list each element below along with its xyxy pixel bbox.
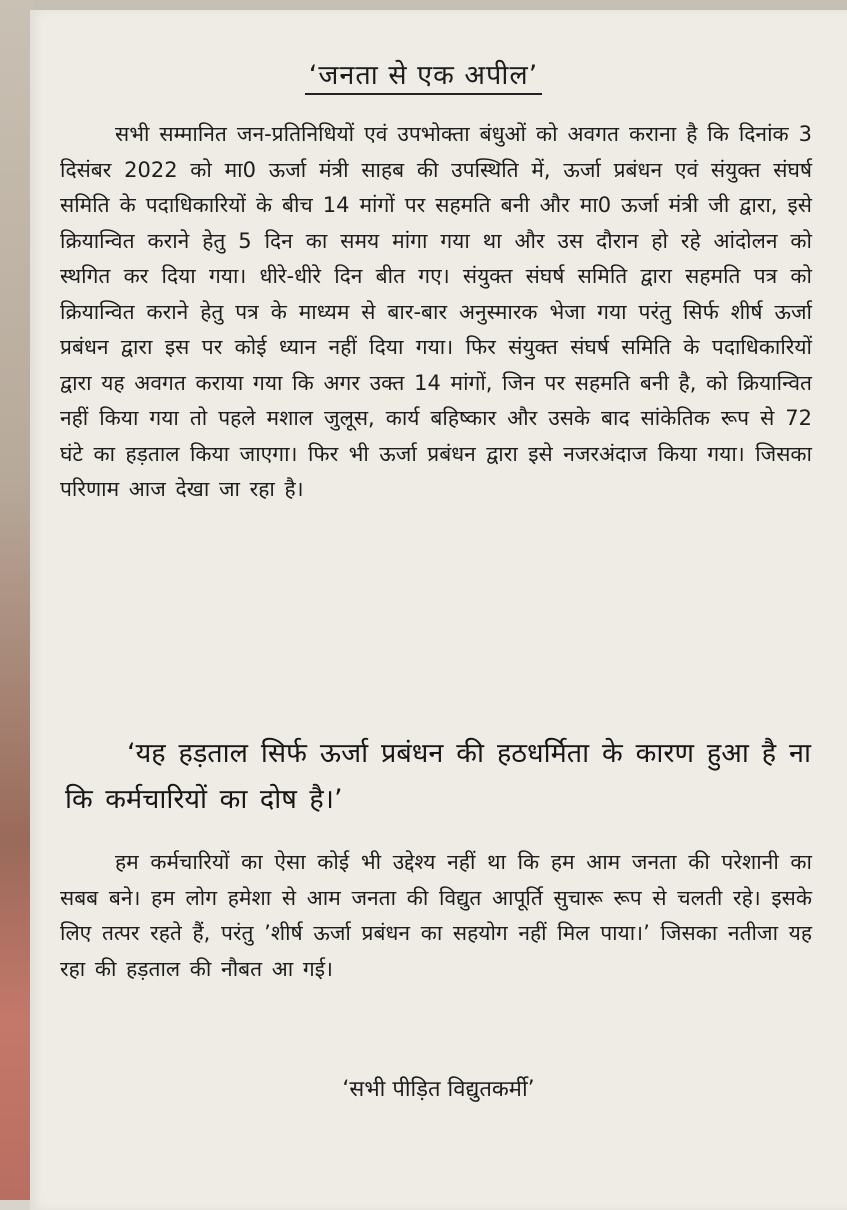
background-cloth xyxy=(0,0,34,1200)
notice-title-text: ‘जनता से एक अपील’ xyxy=(305,60,543,95)
body-paragraph-1: सभी सम्मानित जन-प्रतिनिधियों एवं उपभोक्ता बंधुओं को अवगत कराना है कि दिनांक 3 दिसंबर 2022 को मा0 ऊर्जा मंत्री साहब की उपस्थिति में, ऊर्जा प्रबंधन एवं संयुक्त संघर्ष समिति के पदाधिकारियों के बीच 14 मांगों पर सहमति बनी और मा0 ऊर्जा मंत्री जी द्वारा, इसे क्रियान्वित कराने हेतु 5 दिन का समय मांगा गया था और उस दौरान हो रहे आंदोलन को स्थगित कर दिया गया। धीरे-धीरे दिन बीत गए। संयुक्त संघर्ष समिति द्वारा सहमति पत्र को क्रियान्वित कराने हेतु पत्र के माध्यम से बार-बार अनुस्मारक भेजा गया परंतु सिर्फ शीर्ष ऊर्जा प्रबंधन द्वारा इस पर कोई ध्यान नहीं दिया गया। फिर संयुक्त संघर्ष समिति के पदाधिकारियों द्वारा यह अवगत कराया गया कि अगर उक्त 14 मांगों, जिन पर सहमति बनी है, को क्रियान्वित नहीं किया गया तो पहले मशाल जुलूस, कार्य बहिष्कार और उसके बाद सांकेतिक रूप से 72 घंटे का हड़ताल किया जाएगा। फिर भी ऊर्जा प्रबंधन द्वारा इसे नजरअंदाज किया गया। जिसका परिणाम आज देखा जा रहा है। xyxy=(60,122,812,501)
body-paragraph-2: हम कर्मचारियों का ऐसा कोई भी उद्देश्य नहीं था कि हम आम जनता की परेशानी का सबब बने। हम लोग हमेशा से आम जनता की विद्युत आपूर्ति सुचारू रूप से चलती रहे। इसके लिए तत्पर रहते हैं, परंतु ’शीर्ष ऊर्जा प्रबंधन का सहयोग नहीं मिल पाया।’ जिसका नतीजा यह रहा की हड़ताल की नौबत आ गई। xyxy=(60,850,812,981)
signature-line: ‘सभी पीड़ित विद्युतकर्मी’ xyxy=(342,1077,535,1102)
notice-title xyxy=(0,55,847,92)
highlighted-quote: ‘यह हड़ताल सिर्फ ऊर्जा प्रबंधन की हठधर्मिता के कारण हुआ है ना कि कर्मचारियों का दोष है।’ xyxy=(65,738,811,815)
